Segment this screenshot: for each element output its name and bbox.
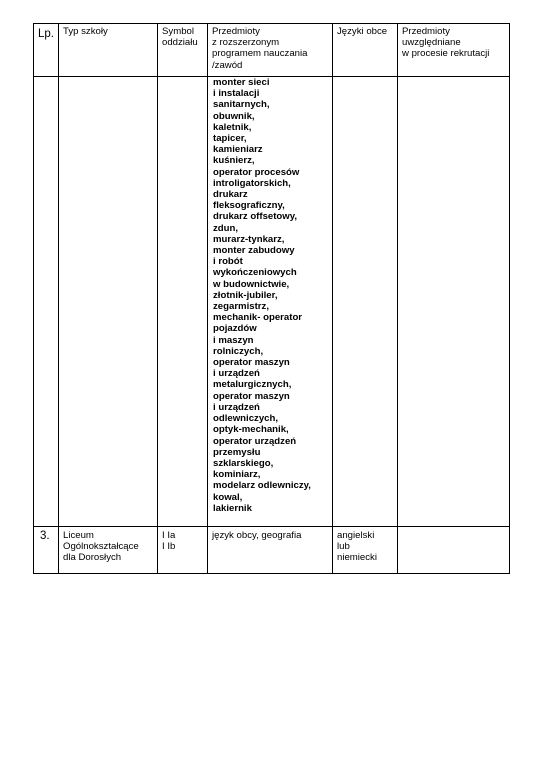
header-row (34, 24, 510, 77)
header-symbol-line: Symbol (162, 26, 194, 37)
profession-item: monter sieci (213, 77, 270, 88)
header-rekrutacja-line: Przedmioty (402, 26, 450, 37)
profession-list-cell (208, 77, 333, 527)
profession-item: kamieniarz (213, 144, 263, 156)
profession-item: zdun, (213, 222, 239, 234)
language-line: angielski (337, 530, 375, 541)
profession-item: introligatorskich, (213, 177, 291, 189)
profession-item: i urządzeń (213, 401, 260, 413)
school-table (33, 23, 510, 574)
row3-rekrutacja (398, 527, 510, 574)
profession-item: kuśnierz, (213, 155, 255, 167)
profession-item: operator urządzeń (213, 435, 297, 447)
header-jezyki-label: Języki obce (337, 26, 388, 37)
profession-item: fleksograficzny, (213, 200, 285, 212)
row3-przedmioty (208, 527, 333, 574)
cell-lp-empty (34, 77, 59, 527)
header-symbol-line: oddziału (162, 37, 198, 49)
profession-item: w budownictwie, (213, 278, 290, 290)
header-lp-label: Lp. (38, 28, 54, 40)
row-number: 3. (40, 530, 50, 542)
header-typ-label: Typ szkoły (63, 26, 108, 37)
school-type-line: dla Dorosłych (63, 552, 122, 564)
profession-item: złotnik-jubiler, (213, 289, 278, 301)
cell-symbol-empty (158, 77, 208, 527)
profession-item: lakiernik (213, 502, 252, 514)
profession-item: monter zabudowy (213, 245, 295, 257)
cell-rekrutacja-empty (398, 77, 510, 527)
profession-list (213, 77, 332, 514)
cell-jezyki-empty (333, 77, 398, 527)
profession-item: wykończeniowych (213, 267, 297, 279)
profession-item: odlewniczych, (213, 413, 279, 425)
profession-item: kominiarz, (213, 469, 261, 481)
profession-item: pojazdów (213, 323, 257, 335)
table-row (34, 527, 510, 574)
header-typ (59, 24, 158, 77)
profession-item: i robót (213, 256, 243, 268)
row3-jezyki (333, 527, 398, 574)
profession-item: kowal, (213, 491, 243, 503)
header-przedmioty-line: Przedmioty (212, 26, 260, 37)
class-symbol: I Ib (162, 541, 176, 553)
profession-item: operator maszyn (213, 357, 290, 369)
row3-typ (59, 527, 158, 574)
language-line: niemiecki (337, 552, 377, 564)
header-rekrutacja-line: w procesie rekrutacji (402, 48, 490, 60)
header-symbol (158, 24, 208, 77)
profession-item: optyk-mechanik, (213, 424, 289, 436)
profession-item: i instalacji (213, 88, 260, 100)
header-rekrutacja (398, 24, 510, 77)
header-lp (34, 24, 59, 77)
header-przedmioty (208, 24, 333, 77)
language-line: lub (337, 541, 350, 553)
profession-item: obuwnik, (213, 110, 255, 122)
profession-item: drukarz (213, 189, 248, 201)
profession-item: i maszyn (213, 334, 254, 346)
header-przedmioty-line: /zawód (212, 59, 243, 71)
profession-item: przemysłu (213, 446, 261, 458)
profession-item: tapicer, (213, 133, 247, 145)
profession-item: mechanik- operator (213, 312, 303, 324)
profession-item: modelarz odlewniczy, (213, 480, 311, 492)
header-przedmioty-line: programem nauczania (212, 48, 308, 60)
profession-item: i urządzeń (213, 368, 260, 380)
profession-item: operator maszyn (213, 390, 290, 402)
subjects-text: język obcy, geografia (212, 530, 302, 541)
class-symbol: I Ia (162, 530, 176, 541)
school-type-line: Liceum (63, 530, 94, 541)
continuation-row (34, 77, 510, 527)
profession-item: kaletnik, (213, 121, 252, 133)
profession-item: drukarz offsetowy, (213, 211, 298, 223)
profession-item: operator procesów (213, 166, 300, 178)
cell-typ-empty (59, 77, 158, 527)
profession-item: sanitarnych, (213, 99, 270, 111)
row3-symbol (158, 527, 208, 574)
profession-item: szklarskiego, (213, 457, 274, 469)
profession-item: zegarmistrz, (213, 301, 269, 313)
header-rekrutacja-line: uwzględniane (402, 37, 461, 49)
header-jezyki (333, 24, 398, 77)
profession-item: rolniczych, (213, 345, 264, 357)
row3-lp (34, 527, 59, 574)
header-przedmioty-line: z rozszerzonym (212, 37, 280, 49)
profession-item: metalurgicznych, (213, 379, 292, 391)
profession-item: murarz-tynkarz, (213, 233, 285, 245)
school-type-line: Ogólnokształcące (63, 541, 139, 553)
